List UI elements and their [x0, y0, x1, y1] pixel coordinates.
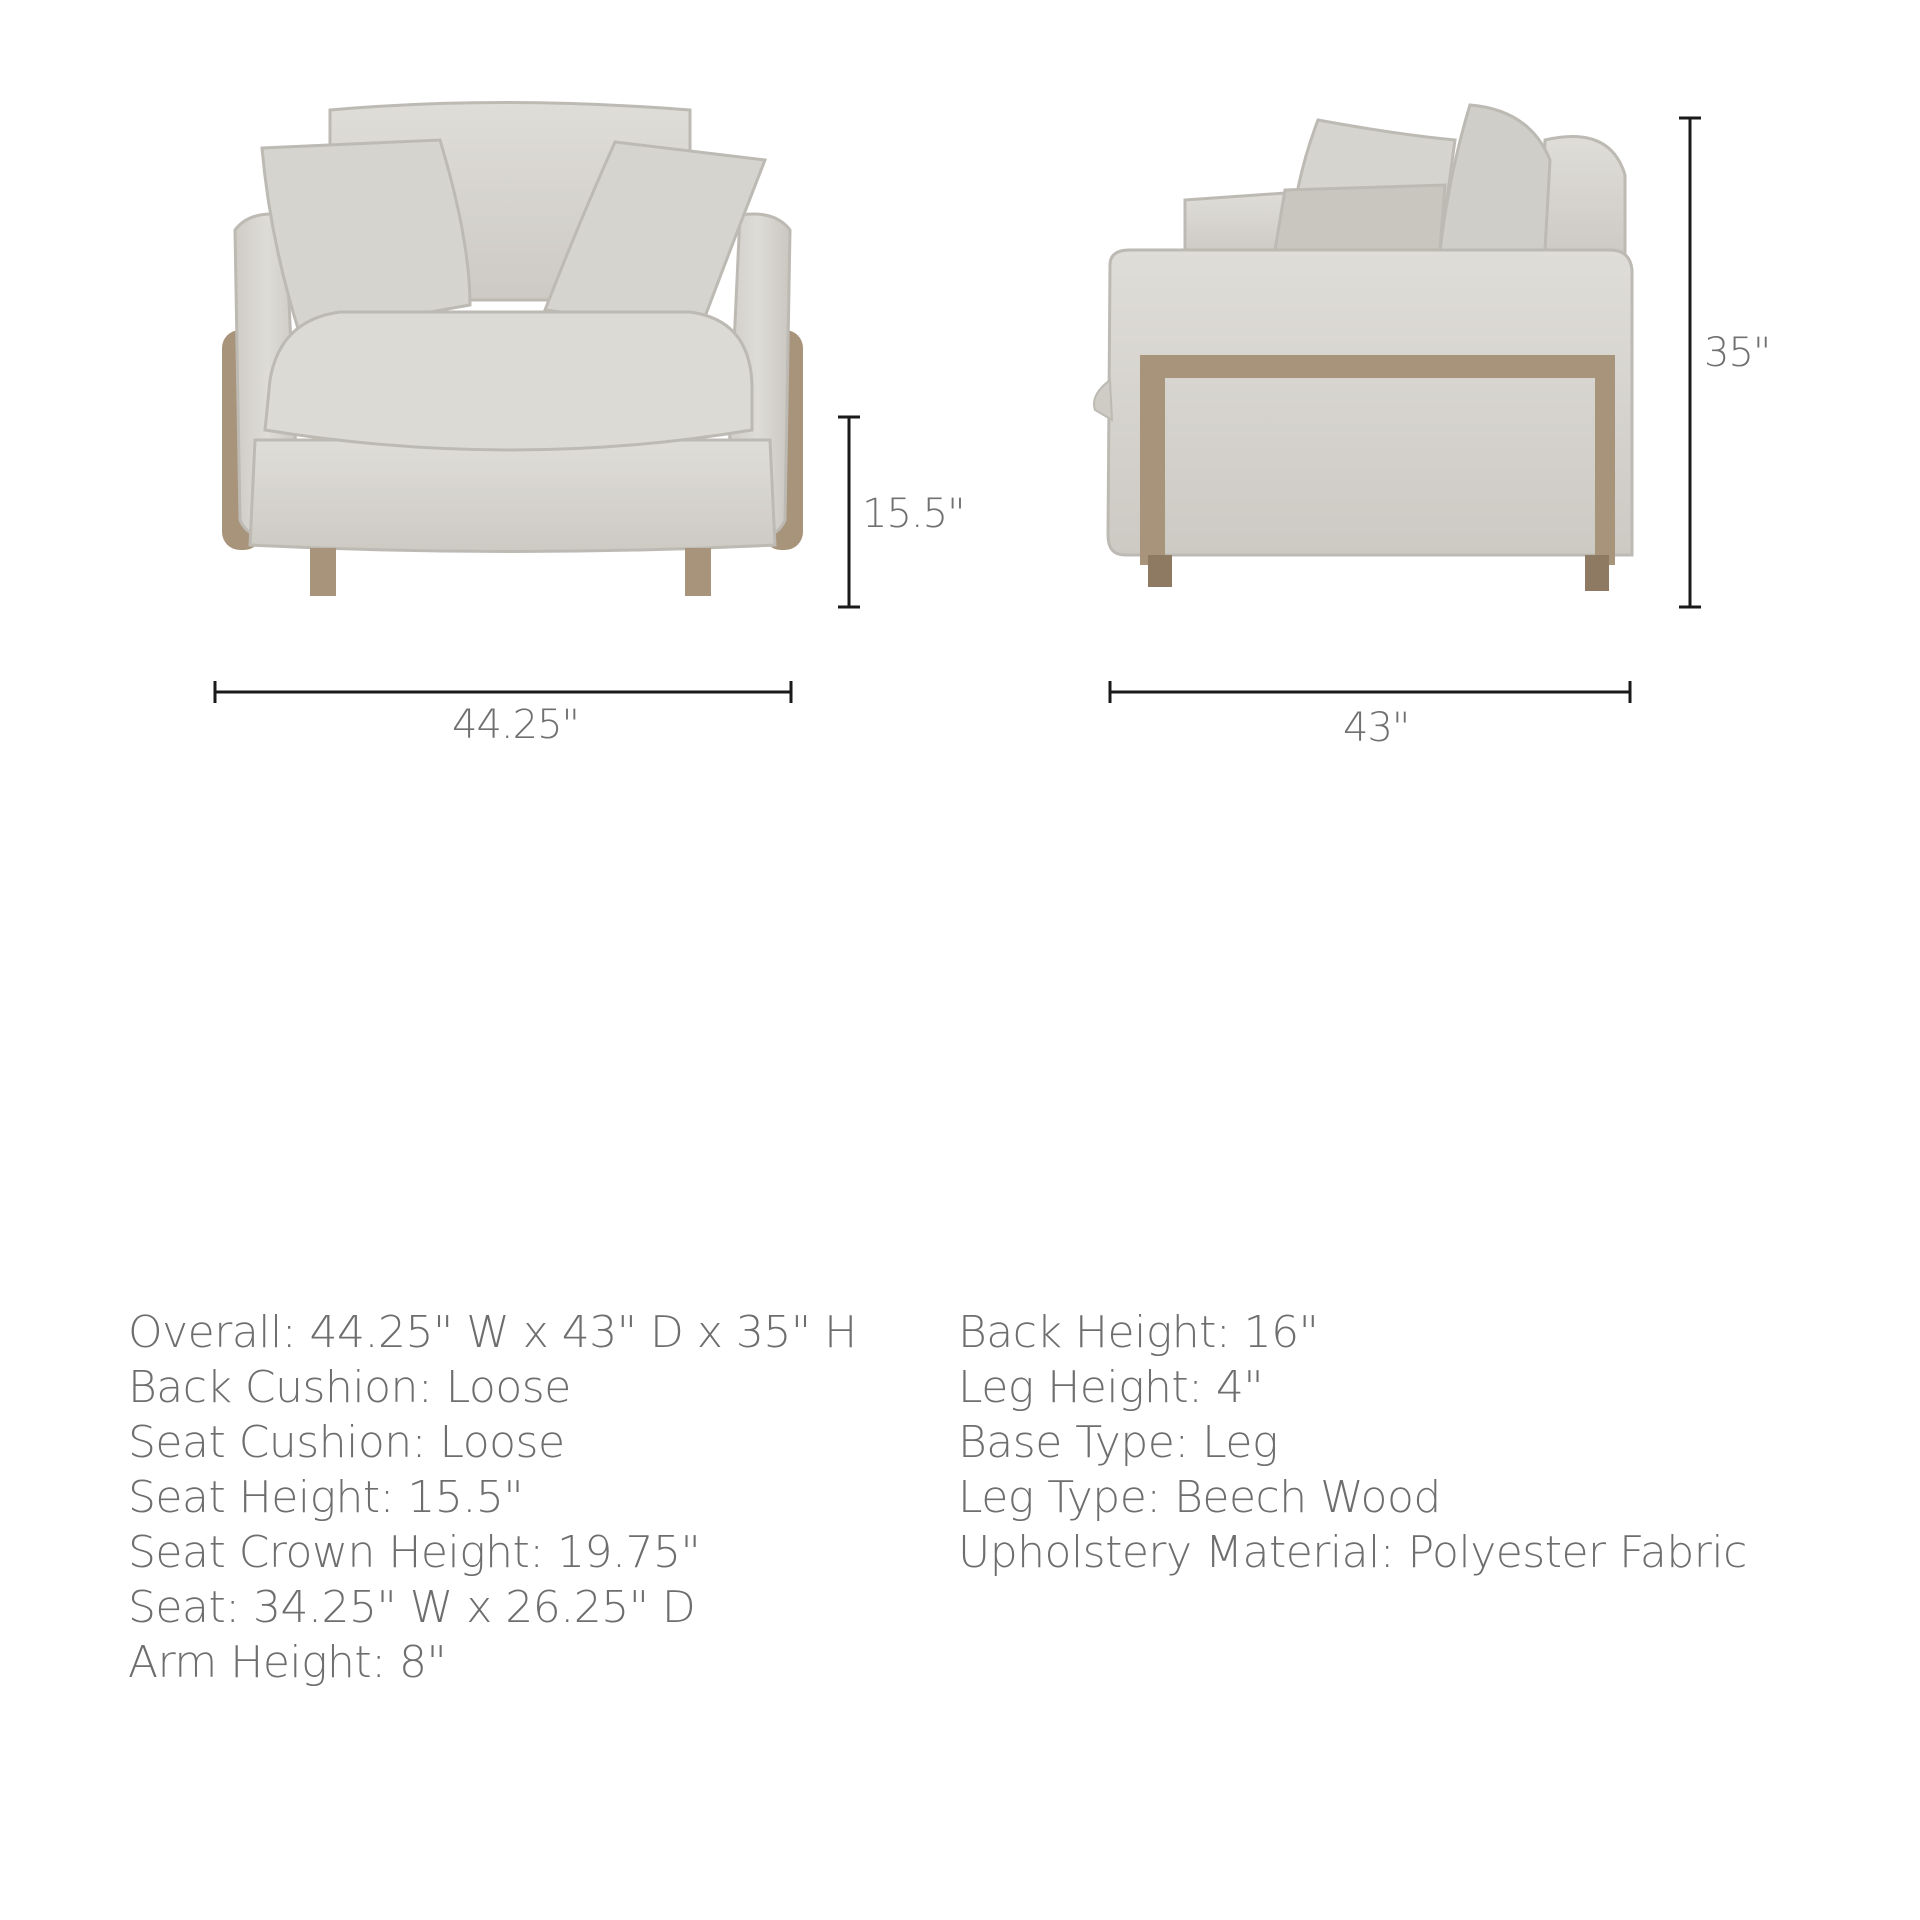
front-width-label: 44.25" [452, 702, 579, 748]
spec-item: Arm Height: 8" [128, 1637, 447, 1688]
spec-list-left [128, 1305, 857, 1690]
spec-item: Back Height: 16" [958, 1307, 1319, 1358]
spec-item: Seat Height: 15.5" [128, 1472, 524, 1523]
spec-list-right [958, 1305, 1747, 1580]
overall-height-label: 35" [1704, 330, 1771, 376]
spec-item: Back Cushion: Loose [128, 1362, 571, 1413]
spec-item: Leg Height: 4" [958, 1362, 1264, 1413]
seat-height-label: 15.5" [862, 491, 965, 537]
spec-item: Seat Crown Height: 19.75" [128, 1527, 701, 1578]
chair-front-view [222, 103, 803, 597]
chair-side-view [1094, 105, 1632, 591]
spec-item: Seat: 34.25" W x 26.25" D [128, 1582, 696, 1633]
spec-item: Overall: 44.25" W x 43" D x 35" H [128, 1307, 857, 1358]
spec-item: Base Type: Leg [958, 1417, 1278, 1468]
side-depth-label: 43" [1343, 705, 1410, 751]
spec-item: Upholstery Material: Polyester Fabric [958, 1527, 1747, 1578]
spec-item: Seat Cushion: Loose [128, 1417, 565, 1468]
spec-item: Leg Type: Beech Wood [958, 1472, 1441, 1523]
